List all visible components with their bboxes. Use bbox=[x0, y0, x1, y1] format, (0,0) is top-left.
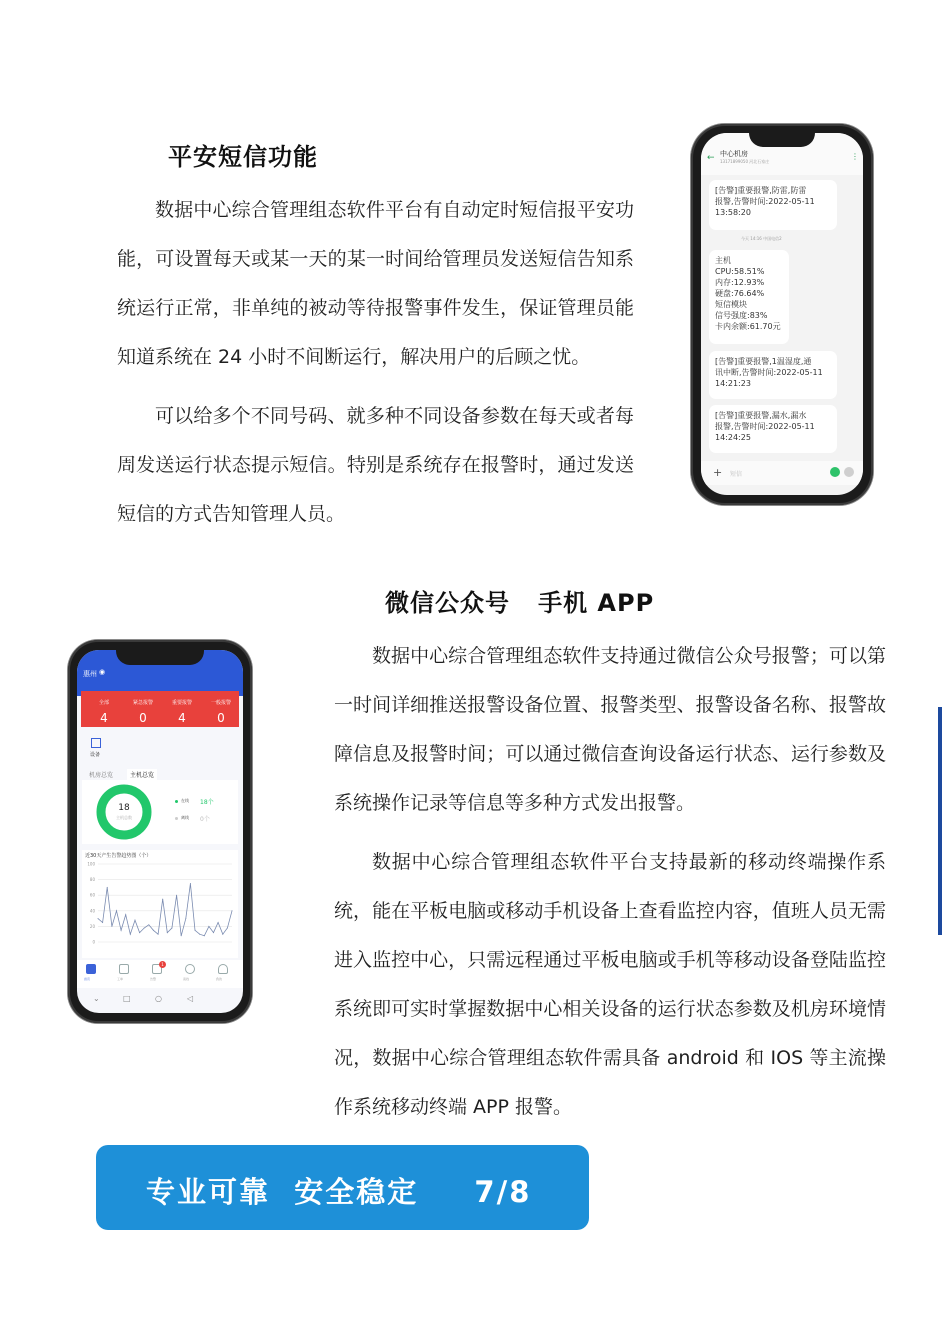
donut-total: 18 bbox=[118, 803, 130, 813]
search-icon[interactable] bbox=[185, 964, 195, 974]
chart-point bbox=[116, 910, 117, 911]
chart-y-tick: 100 bbox=[87, 861, 95, 867]
chart-point bbox=[195, 930, 196, 931]
trend-chart-panel bbox=[82, 850, 238, 958]
chart-y-tick: 60 bbox=[89, 892, 95, 898]
chart-point bbox=[232, 910, 233, 911]
footer-slogan: 专业可靠 安全稳定 bbox=[146, 1175, 419, 1209]
section1-paragraph-2: 可以给多个不同号码、就多种不同设备参数在每天或者每周发送运行状态提示短信。特别是系统存在报警时，通过发送短信的方式告知管理人员。 bbox=[117, 405, 634, 525]
chart-point bbox=[125, 914, 126, 915]
legend-offline-dot bbox=[175, 817, 178, 820]
chart-point bbox=[190, 883, 191, 884]
stat-general[interactable]: 一般报警 0 bbox=[210, 700, 231, 725]
chart-y-tick: 0 bbox=[92, 939, 95, 945]
chart-point bbox=[218, 922, 219, 923]
section1-body bbox=[117, 186, 634, 539]
donut-sub: 主机总数 bbox=[116, 815, 132, 820]
sms-timestamp: 今天 14:16 中国电信2 bbox=[741, 236, 782, 241]
sms-contact-name: 中心机房 bbox=[720, 150, 748, 158]
sms-message-4: [告警]重要报警,漏水,漏水 报警,告警时间:2022-05-11 14:24:25 bbox=[709, 405, 837, 453]
app-phone-mockup bbox=[68, 640, 252, 1023]
chart-y-tick: 40 bbox=[89, 908, 95, 914]
chart-point bbox=[121, 930, 122, 931]
chart-point bbox=[176, 895, 177, 896]
home-circle-icon[interactable]: ○ bbox=[155, 994, 162, 1003]
chart-point bbox=[162, 899, 163, 900]
nav-search-label: 查找 bbox=[183, 977, 190, 981]
chart-point bbox=[111, 926, 112, 927]
chart-point bbox=[148, 924, 149, 925]
chart-point bbox=[199, 934, 200, 935]
app-location[interactable]: 惠州 bbox=[83, 670, 97, 678]
chart-point bbox=[134, 920, 135, 921]
edge-accent-bar bbox=[938, 707, 942, 935]
section2-title: 微信公众号 手机 APP bbox=[385, 589, 655, 617]
device-label: 设备 bbox=[90, 752, 101, 758]
section2-paragraph-2: 数据中心综合管理组态软件平台支持最新的移动终端操作系统，能在平板电脑或移动手机设备上查看监控内容，值班人员无需进入监控中心，只需远程通过平板电脑或手机等移动设备登陆监控系统即可实时掌握数据中心相关设备的运行状态参数及机房环境情况，数据中心综合管理组态软件需具备 android 和 IOS 等主流操作系统移动终端 APP 报警。 bbox=[334, 851, 886, 1118]
workorder-icon[interactable] bbox=[119, 964, 129, 974]
app-tabbar bbox=[77, 960, 243, 988]
chart-point bbox=[102, 922, 103, 923]
chart-point bbox=[208, 926, 209, 927]
emoji-icon[interactable] bbox=[830, 467, 840, 477]
sms-contact-sub: 13171899050 河北石家庄 bbox=[720, 159, 770, 164]
back-arrow-icon[interactable]: ← bbox=[707, 153, 715, 163]
legend-online-label: 在线 bbox=[181, 798, 189, 803]
chart-point bbox=[227, 927, 228, 928]
nav-home-label: 首页 bbox=[84, 977, 91, 981]
nav-alarm-label: 告警 bbox=[150, 977, 157, 981]
legend-offline-label: 离线 bbox=[181, 815, 189, 820]
add-icon[interactable]: + bbox=[713, 466, 723, 479]
footer-banner bbox=[96, 1145, 589, 1230]
stat-all[interactable]: 全部 4 bbox=[98, 700, 109, 725]
device-icon[interactable] bbox=[91, 738, 101, 748]
section2-paragraph-1: 数据中心综合管理组态软件支持通过微信公众号报警；可以第一时间详细推送报警设备位置、报警类型、报警设备名称、报警故障信息及报警时间；可以通过微信查询设备运行状态、运行参数及系统操作记录等信息等多种方式发出报警。 bbox=[334, 645, 886, 814]
chart-y-tick: 20 bbox=[89, 923, 95, 929]
chart-point bbox=[185, 918, 186, 919]
chart-point bbox=[139, 932, 140, 933]
sms-message-2: 主机 CPU:58.51% 内存:12.93% 硬盘:76.64% 短信模块 信号强度:83% 卡内余额:61.70元 bbox=[709, 250, 789, 344]
chart-point bbox=[107, 887, 108, 888]
nav-workorder-label: 工单 bbox=[117, 977, 124, 981]
chart-point bbox=[153, 930, 154, 931]
chart-point bbox=[158, 934, 159, 935]
section1-title: 平安短信功能 bbox=[168, 143, 318, 171]
nav-profile-label: 我的 bbox=[216, 977, 223, 981]
chart-point bbox=[213, 932, 214, 933]
stat-important[interactable]: 重要报警 4 bbox=[171, 700, 192, 725]
section1-paragraph-1: 数据中心综合管理组态软件平台有自动定时短信报平安功能，可设置每天或某一天的某一时间给管理员发送短信告知系统运行正常，非单纯的被动等待报警事件发生，保证管理员能知道系统在 24 小时不间断运行，解决用户的后顾之忧。 bbox=[117, 199, 634, 368]
sms-input-bar bbox=[701, 461, 863, 485]
chart-point bbox=[130, 934, 131, 935]
alarm-stat-card bbox=[81, 691, 239, 727]
sms-input[interactable]: 短信 bbox=[730, 471, 743, 478]
trend-chart-title: 近30天产生告警趋势图（个） bbox=[85, 853, 152, 859]
tab-room-overview[interactable]: 机房总览 bbox=[89, 772, 114, 779]
section2-body bbox=[334, 632, 886, 1132]
user-icon[interactable] bbox=[218, 964, 228, 974]
chart-point bbox=[204, 935, 205, 936]
page-number: 7/8 bbox=[474, 1175, 532, 1209]
chart-point bbox=[222, 934, 223, 935]
chart-y-tick: 80 bbox=[89, 877, 95, 883]
legend-online-dot bbox=[175, 800, 178, 803]
phone-notch bbox=[749, 131, 815, 147]
call-icon[interactable]: ⋮ bbox=[851, 152, 859, 161]
alarm-badge: 1 bbox=[159, 961, 166, 968]
recent-apps-icon[interactable]: □ bbox=[123, 994, 131, 1003]
chart-point bbox=[171, 927, 172, 928]
send-icon[interactable] bbox=[844, 467, 854, 477]
app-phone-screen bbox=[77, 650, 243, 1013]
chart-series-line bbox=[98, 884, 232, 936]
footer-text bbox=[146, 1170, 531, 1211]
sms-message-3: [告警]重要报警,1温湿度,通 讯中断,告警时间:2022-05-11 14:21:23 bbox=[709, 351, 837, 399]
chart-point bbox=[98, 918, 99, 919]
stat-urgent[interactable]: 紧急报警 0 bbox=[132, 700, 153, 725]
collapse-icon[interactable]: ⌄ bbox=[93, 994, 100, 1003]
host-donut-panel bbox=[82, 780, 238, 844]
tab-host-overview[interactable]: 主机总览 bbox=[127, 769, 157, 780]
chart-point bbox=[181, 935, 182, 936]
sms-phone-mockup bbox=[691, 124, 873, 505]
system-nav-bar bbox=[77, 990, 243, 1013]
sms-phone-screen bbox=[701, 133, 863, 495]
chart-point bbox=[144, 927, 145, 928]
chart-point bbox=[167, 932, 168, 933]
trend-chart bbox=[82, 860, 238, 948]
sms-message-1: [告警]重要报警,防雷,防雷 报警,告警时间:2022-05-11 13:58:20 bbox=[709, 180, 837, 230]
phone-notch bbox=[116, 649, 204, 665]
legend-offline-value: 0个 bbox=[200, 816, 210, 823]
location-pin-icon: ◉ bbox=[99, 668, 106, 676]
legend-online-value: 18个 bbox=[200, 799, 214, 806]
back-icon[interactable]: ◁ bbox=[187, 994, 194, 1003]
home-icon[interactable] bbox=[86, 964, 96, 974]
